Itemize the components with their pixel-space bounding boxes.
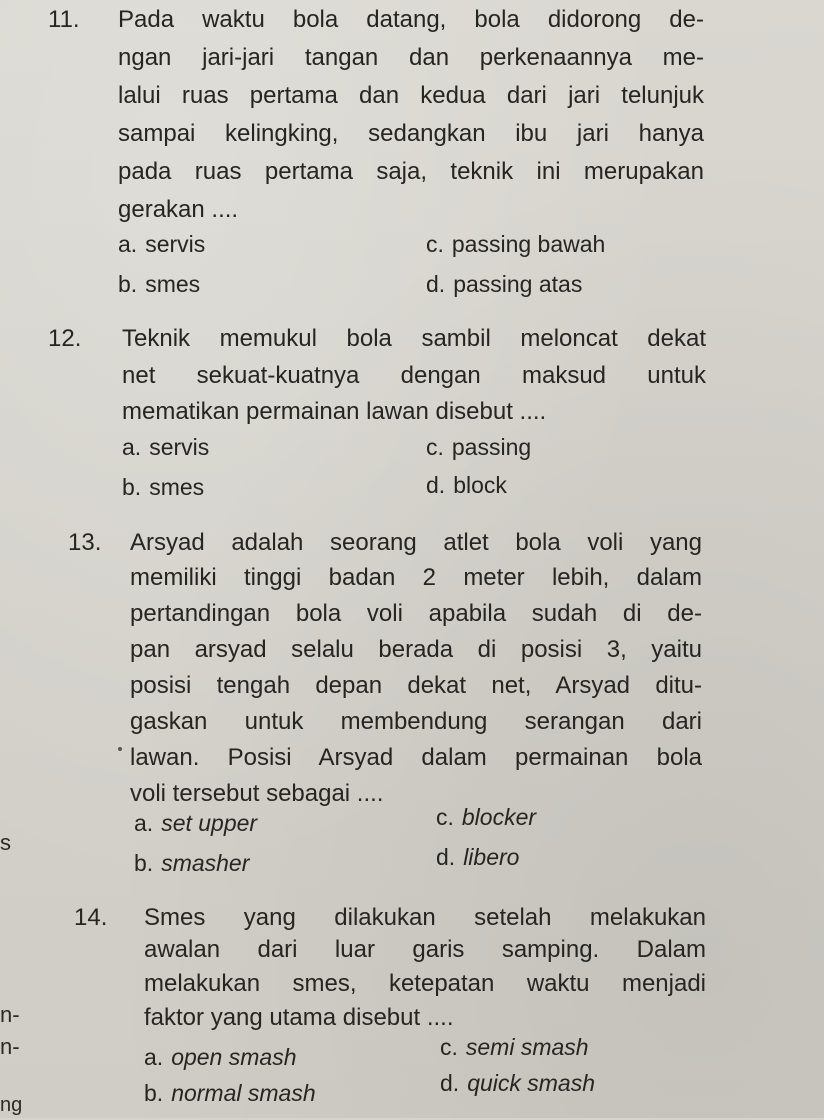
option-text: libero [463, 844, 520, 870]
option-letter: c. [440, 1034, 458, 1060]
option-letter: c. [436, 804, 454, 830]
question-number: 11. [48, 6, 80, 33]
question-number: 12. [48, 325, 82, 352]
question-text-line: sampai kelingking, sedangkan ibu jari hanya [118, 120, 704, 147]
option-text: block [453, 472, 507, 498]
option-b[interactable] [144, 1076, 316, 1110]
option-letter: b. [118, 271, 138, 297]
question-text-line: voli tersebut sebagai .... [130, 780, 384, 807]
option-a[interactable] [144, 1040, 297, 1074]
option-text: smes [145, 271, 201, 297]
option-letter: a. [144, 1044, 164, 1070]
question-text-line: Teknik memukul bola sambil meloncat dekat [122, 325, 706, 352]
option-d[interactable] [440, 1066, 595, 1100]
option-c[interactable] [426, 430, 531, 464]
question-text-line: gerakan .... [118, 196, 239, 223]
option-b[interactable] [122, 470, 204, 504]
option-text: passing bawah [451, 231, 606, 257]
option-letter: c. [426, 434, 444, 460]
option-text: servis [149, 434, 210, 460]
question-text-line: net sekuat-kuatnya dengan maksud untuk [122, 362, 706, 389]
option-text: passing [451, 434, 532, 460]
question-text-line: pada ruas pertama saja, teknik ini merupakan [118, 158, 704, 185]
option-text: set upper [161, 810, 258, 836]
option-text: normal smash [171, 1080, 316, 1106]
question-text-line: ngan jari-jari tangan dan perkenaannya me- [118, 44, 704, 71]
question-text-line: melakukan smes, ketepatan waktu menjadi [144, 970, 706, 997]
bullet-dot [118, 747, 122, 751]
option-text: servis [145, 231, 206, 257]
question-text-line: faktor yang utama disebut .... [144, 1004, 454, 1031]
option-c[interactable] [426, 227, 605, 261]
option-text: passing atas [453, 271, 583, 297]
question-text-line: Arsyad adalah seorang atlet bola voli yang [130, 529, 702, 556]
question-text-line: pan arsyad selalu berada di posisi 3, yaitu [130, 636, 702, 663]
option-d[interactable] [426, 468, 507, 502]
question-text-line: mematikan permainan lawan disebut .... [122, 398, 547, 425]
option-d[interactable] [426, 267, 582, 301]
question-text-line: memiliki tinggi badan 2 meter lebih, dalam [130, 564, 702, 591]
option-letter: b. [122, 474, 142, 500]
option-c[interactable] [436, 800, 536, 834]
question-text-line: lawan. Posisi Arsyad dalam permainan bola [130, 744, 702, 771]
option-letter: d. [426, 271, 446, 297]
margin-fragment: n- [0, 1002, 20, 1027]
question-number: 13. [68, 529, 102, 556]
question-number: 14. [74, 904, 108, 931]
option-letter: a. [122, 434, 142, 460]
option-letter: c. [426, 231, 444, 257]
option-text: semi smash [465, 1034, 589, 1060]
margin-fragment: s [0, 830, 11, 855]
option-text: blocker [461, 804, 537, 830]
option-letter: d. [440, 1070, 460, 1096]
question-text-line: awalan dari luar garis samping. Dalam [144, 936, 706, 963]
margin-fragment: ng [0, 1094, 23, 1116]
question-text-line: Smes yang dilakukan setelah melakukan [144, 904, 706, 931]
option-text: open smash [171, 1044, 297, 1070]
question-text-line: gaskan untuk membendung serangan dari [130, 708, 702, 735]
option-b[interactable] [134, 846, 249, 880]
option-letter: b. [144, 1080, 164, 1106]
option-c[interactable] [440, 1030, 589, 1064]
option-letter: a. [134, 810, 154, 836]
question-text-line: Pada waktu bola datang, bola didorong de- [118, 6, 704, 33]
option-letter: d. [426, 472, 446, 498]
option-b[interactable] [118, 267, 200, 301]
option-text: quick smash [467, 1070, 596, 1096]
option-letter: b. [134, 850, 154, 876]
option-d[interactable] [436, 840, 519, 874]
option-a[interactable] [134, 806, 257, 840]
option-letter: d. [436, 844, 456, 870]
question-text-line: pertandingan bola voli apabila sudah di de- [130, 600, 702, 627]
margin-fragment: n- [0, 1034, 20, 1059]
option-a[interactable] [118, 227, 205, 261]
option-text: smes [149, 474, 205, 500]
option-letter: a. [118, 231, 138, 257]
option-a[interactable] [122, 430, 209, 464]
question-text-line: posisi tengah depan dekat net, Arsyad ditu- [130, 672, 702, 699]
question-text-line: lalui ruas pertama dan kedua dari jari telunjuk [118, 82, 704, 109]
option-text: smasher [161, 850, 250, 876]
